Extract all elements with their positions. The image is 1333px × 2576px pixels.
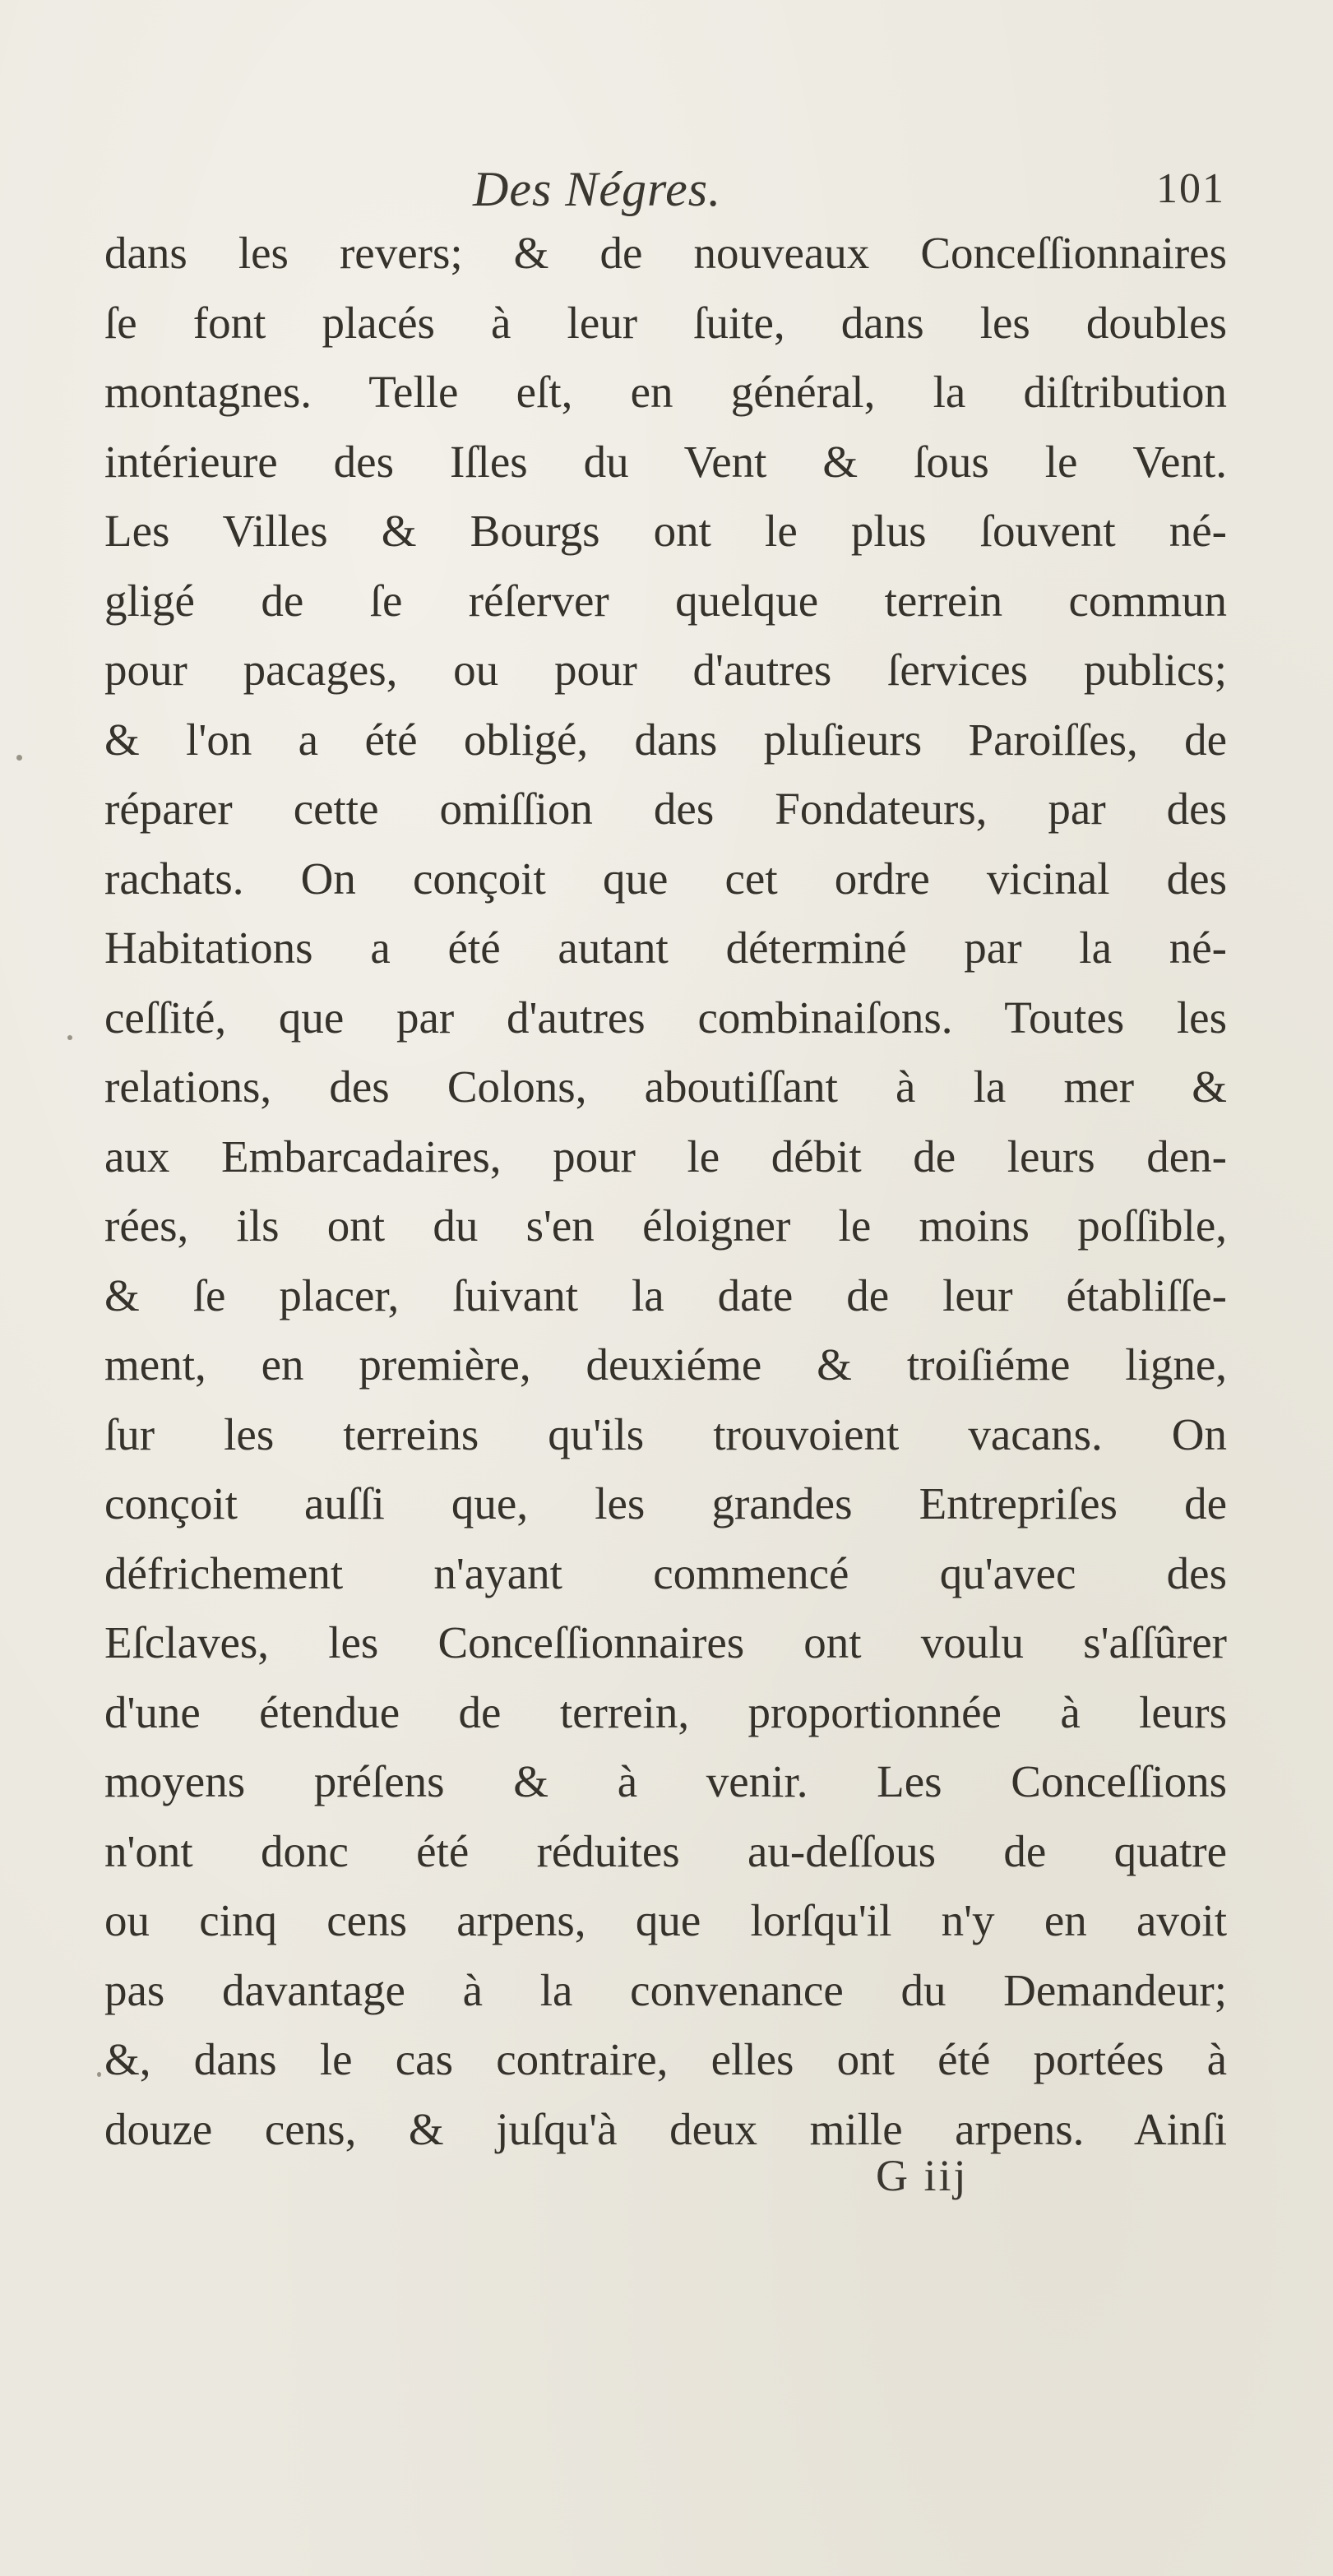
text-line: &, dans le cas contraire, elles ont été portées à: [104, 2034, 1227, 2084]
text-line: douze cens, & juſqu'à deux mille arpens. Ainſi: [104, 2103, 1227, 2154]
text-line: réparer cette omiſſion des Fondateurs, par des: [104, 784, 1227, 834]
text-line: moyens préſens & à venir. Les Conceſſions: [104, 1756, 1227, 1806]
text-line: rachats. On conçoit que cet ordre vicinal des: [104, 853, 1227, 904]
text-line: rées, ils ont du s'en éloigner le moins poſſible,: [104, 1200, 1227, 1251]
text-line: & ſe placer, ſuivant la date de leur établiſſe-: [104, 1270, 1227, 1320]
text-line: défrichement n'ayant commencé qu'avec des: [104, 1547, 1227, 1598]
text-line: n'ont donc été réduites au-deſſous de quatre: [104, 1825, 1227, 1876]
text-line: ſur les terreins qu'ils trouvoient vacans. On: [104, 1408, 1227, 1459]
text-line: aux Embarcadaires, pour le débit de leurs den-: [104, 1131, 1227, 1182]
text-line: & l'on a été obligé, dans pluſieurs Paroiſſes, de: [104, 714, 1227, 765]
page-number: 101: [1156, 165, 1225, 212]
text-line: ment, en première, deuxiéme & troiſiéme ligne,: [104, 1339, 1227, 1390]
text-line: ſe font placés à leur ſuite, dans les doubles: [104, 297, 1227, 348]
text-line: Les Villes & Bourgs ont le plus ſouvent né-: [104, 506, 1227, 556]
text-line: ou cinq cens arpens, que lorſqu'il n'y en avoit: [104, 1895, 1227, 1945]
text-line: Eſclaves, les Conceſſionnaires ont voulu s'aſſûrer: [104, 1617, 1227, 1667]
text-line: gligé de ſe réſerver quelque terrein commun: [104, 575, 1227, 626]
text-line: ceſſité, que par d'autres combinaiſons. Toutes les: [104, 992, 1227, 1043]
text-line: pas davantage à la convenance du Demandeur;: [104, 1964, 1227, 2015]
text-line: conçoit auſſi que, les grandes Entrepriſes de: [104, 1478, 1227, 1528]
text-line: pour pacages, ou pour d'autres ſervices publics;: [104, 645, 1227, 695]
running-title: Des Négres.: [473, 162, 722, 216]
text-line: d'une étendue de terrein, proportionnée à leurs: [104, 1686, 1227, 1737]
body-text: [104, 219, 1227, 2164]
signature-mark: G iij: [876, 2151, 969, 2200]
text-line: dans les revers; & de nouveaux Conceſſionnaires: [104, 228, 1227, 278]
paper-speck: [67, 1035, 72, 1040]
paper-speck: [16, 755, 22, 761]
text-line: intérieure des Iſles du Vent & ſous le Vent.: [104, 436, 1227, 487]
paper-speck: [97, 2072, 101, 2077]
text-line: relations, des Colons, aboutiſſant à la mer &: [104, 1061, 1227, 1112]
text-line: Habitations a été autant déterminé par la né-: [104, 923, 1227, 973]
text-line: montagnes. Telle eſt, en général, la diſtribution: [104, 367, 1227, 417]
